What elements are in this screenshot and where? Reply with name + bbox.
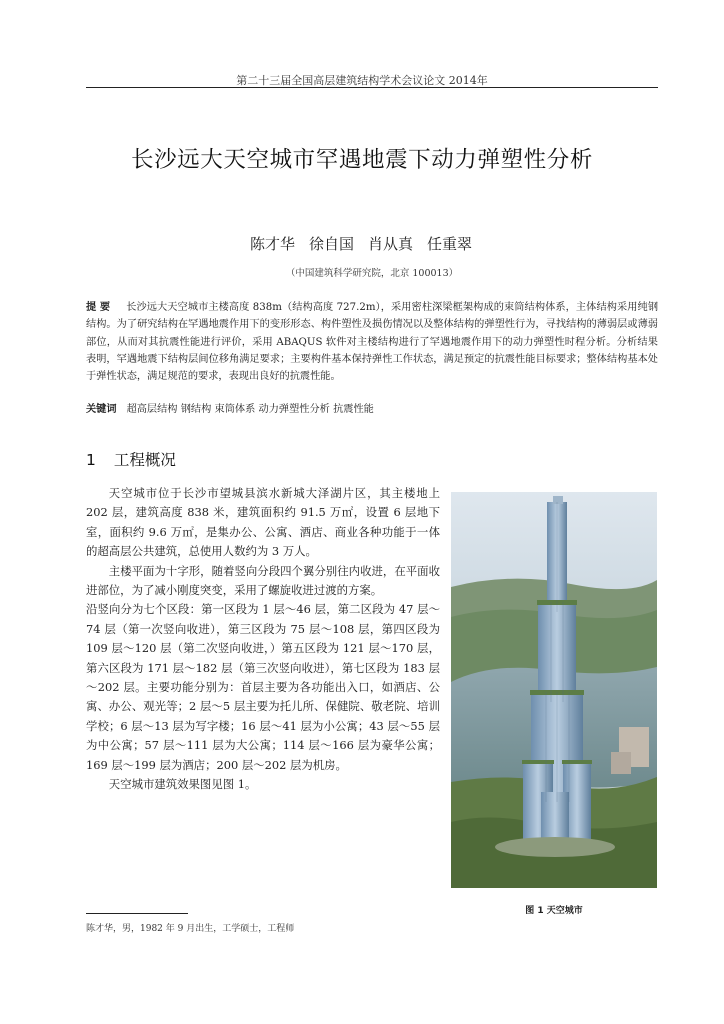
figure-1 [451, 492, 657, 888]
abstract [86, 299, 658, 385]
paper-title: 长沙远大天空城市罕遇地震下动力弹塑性分析 [130, 147, 593, 173]
abstract-text: 长沙远大天空城市主楼高度 838m（结构高度 727.2m），采用密柱深梁框架构成的束筒结构体系，主体结构采用纯钢结构。为了研究结构在罕遇地震作用下的变形形态、构件塑性及损伤情况以及整体结构的弹塑性行为，寻找结构的薄弱层或薄弱部位，从而对其抗震性能进行评价，采用 ABAQUS 软件对主楼结构进行了罕遇地震作用下的动力弹塑性时程分析。分析结果表明，罕遇地震下结构层间位移角满足要求；主要构件基本保持弹性工作状态，满足预定的抗震性能目标要求；整体结构基本处于弹性状态，满足规范的要求，表现出良好的抗震性能。 [86, 302, 659, 383]
keywords-text: 超高层结构 钢结构 束筒体系 动力弹塑性分析 抗震性能 [126, 404, 374, 415]
author-name: 陈才华 [250, 235, 296, 253]
paragraph: 沿竖向分为七个区段：第一区段为 1 层～46 层，第二区段为 47 层～74 层（第一次竖向收进），第三区段为 75 层～108 层，第四区段为 109 层～120 层（第二次竖向收进，）第五区段为 121 层～170 层，第六区段为 171 层～182 层（第三次竖向收进），第七区段为 183 层～202 层。主要功能分别为：首层主要为各功能出入口，如酒店、公寓、办公、观光等；2 层～5 层主要为托儿所、保健院、敬老院、培训学校；6 层～13 层为写字楼；16 层～41 层为小公寓；43 层～55 层为中公寓；57 层～111 层为大公寓；114 层～166 层为豪华公寓；169 层～199 层为酒店；200 层～202 层为机房。 [86, 602, 440, 772]
section-number: 1 [86, 451, 96, 469]
footnote-rule [86, 913, 188, 914]
paragraph: 主楼平面为十字形，随着竖向分段四个翼分别往内收进，在平面收进部位，为了减小刚度突变，采用了螺旋收进过渡的方案。 [86, 563, 440, 598]
figure-caption: 图 1 天空城市 [525, 906, 583, 916]
header-rule [86, 87, 658, 88]
skyscraper-rendering-icon [451, 492, 657, 888]
running-header: 第二十三届全国高层建筑结构学术会议论文 2014年 [236, 74, 488, 87]
author-name: 徐自国 [309, 235, 355, 253]
author-name: 任重翠 [427, 235, 473, 253]
keywords-label: 关键词 [86, 404, 117, 415]
section-heading [86, 448, 176, 470]
paragraph: 天空城市位于长沙市望城县滨水新城大泽湖片区，其主楼地上 202 层，建筑高度 838 米，建筑面积约 91.5 万㎡，设置 6 层地下室，面积约 9.6 万㎡，是集办公、公寓、酒店、商业各种功能于一体的超高层公共建筑，总使用人数约为 3 万人。 [86, 486, 440, 559]
abstract-label: 提 要 [86, 302, 111, 313]
footnote: 陈才华，男，1982 年 9 月出生，工学硕士，工程师 [86, 924, 295, 934]
section-title: 工程概况 [113, 451, 176, 469]
paragraph: 天空城市建筑效果图见图 1。 [108, 777, 257, 792]
keywords [86, 400, 374, 415]
author-name: 肖从真 [368, 235, 414, 253]
body-text [86, 484, 440, 795]
author-list [250, 233, 472, 254]
affiliation: （中国建筑科学研究院，北京 100013） [285, 268, 459, 279]
